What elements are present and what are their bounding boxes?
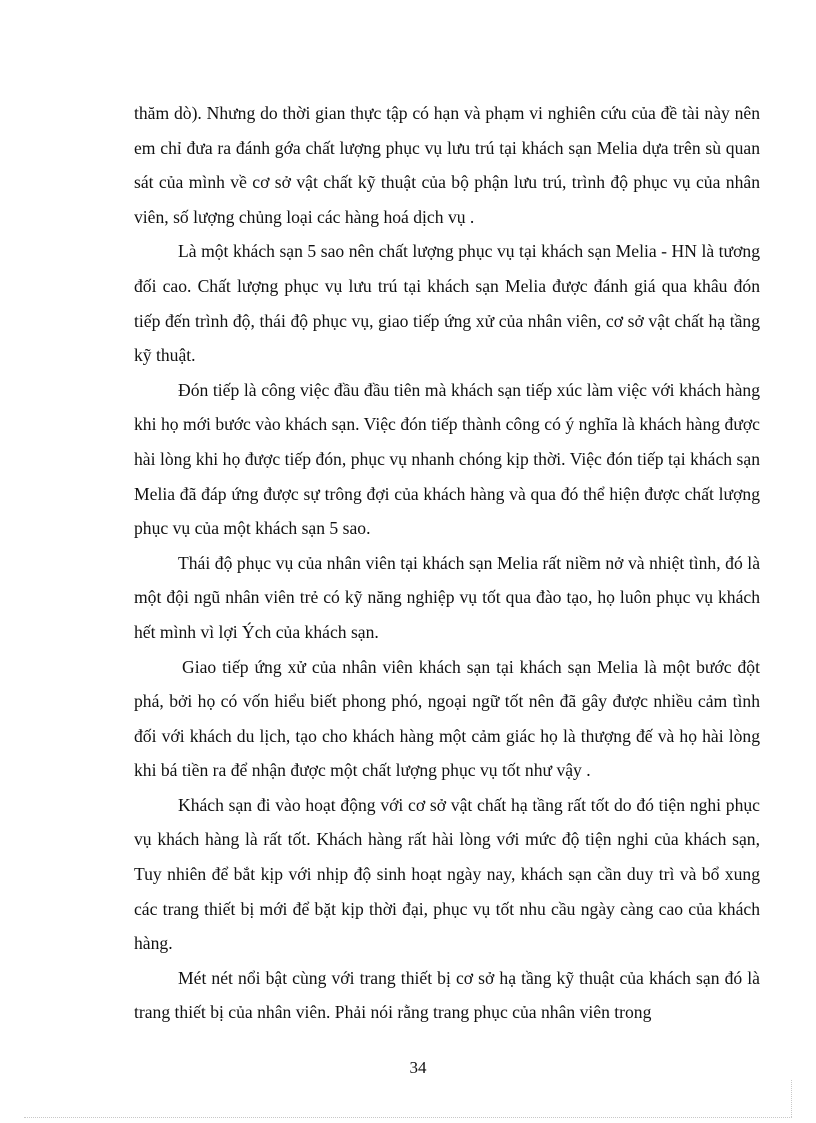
page-border-bottom xyxy=(24,1117,792,1118)
paragraph-5: Giao tiếp ứng xử của nhân viên khách sạn tại khách sạn Melia là một bước đột phá, bởi họ có vốn hiểu biết phong phó, ngoại ngữ tốt nên đã gây được nhiều cảm tình đối với khách du lịch, tạo cho khách hàng một cảm giác họ là thượng đế và họ hài lòng khi bá tiền ra để nhận được một chất lượng phục vụ tốt như vậy . xyxy=(134,656,760,781)
body-text xyxy=(134,96,760,1030)
paragraph-3: Đón tiếp là công việc đầu đầu tiên mà khách sạn tiếp xúc làm việc với khách hàng khi họ mới bước vào khách sạn. Việc đón tiếp thành công có ý nghĩa là khách hàng được hài lòng khi họ được tiếp đón, phục vụ nhanh chóng kịp thời. Việc đón tiếp tại khách sạn Melia đã đáp ứng được sự trông đợi của khách hàng và qua đó thể hiện được chất lượng phục vụ của một khách sạn 5 sao. xyxy=(134,379,760,539)
paragraph-1: thăm dò). Nhưng do thời gian thực tập có hạn và phạm vi nghiên cứu của đề tài này nên em chỉ đưa ra đánh gớa chất lượng phục vụ lưu trú tại khách sạn Melia dựa trên sù quan sát của mình về cơ sở vật chất kỹ thuật của bộ phận lưu trú, trình độ phục vụ của nhân viên, số lượng chủng loại các hàng hoá dịch vụ . xyxy=(134,103,760,227)
paragraph-2: Là một khách sạn 5 sao nên chất lượng phục vụ tại khách sạn Melia - HN là tương đối cao. Chất lượng phục vụ lưu trú tại khách sạn Melia được đánh giá qua khâu đón tiếp đến trình độ, thái độ phục vụ, giao tiếp ứng xử của nhân viên, cơ sở vật chất hạ tầng kỹ thuật. xyxy=(134,241,760,366)
page-number: 34 xyxy=(409,1058,427,1077)
page-border-right xyxy=(791,1080,792,1117)
paragraph-6: Khách sạn đi vào hoạt động với cơ sở vật chất hạ tầng rất tốt do đó tiện nghi phục vụ khách hàng là rất tốt. Khách hàng rất hài lòng với mức độ tiện nghi của khách sạn, Tuy nhiên để bắt kịp với nhịp độ sinh hoạt ngày nay, khách sạn cần duy trì và bổ xung các trang thiết bị mới để bặt kịp thời đại, phục vụ tốt nhu cầu ngày càng cao của khách hàng. xyxy=(134,794,760,954)
paragraph-7: Mét nét nổi bật cùng với trang thiết bị cơ sở hạ tầng kỹ thuật của khách sạn đó là trang thiết bị của nhân viên. Phải nói rằng trang phục của nhân viên trong xyxy=(134,967,760,1023)
paragraph-4: Thái độ phục vụ của nhân viên tại khách sạn Melia rất niềm nở và nhiệt tình, đó là một đội ngũ nhân viên trẻ có kỹ năng nghiệp vụ tốt qua đào tạo, họ luôn phục vụ khách hết mình vì lợi Ých của khách sạn. xyxy=(134,552,760,642)
